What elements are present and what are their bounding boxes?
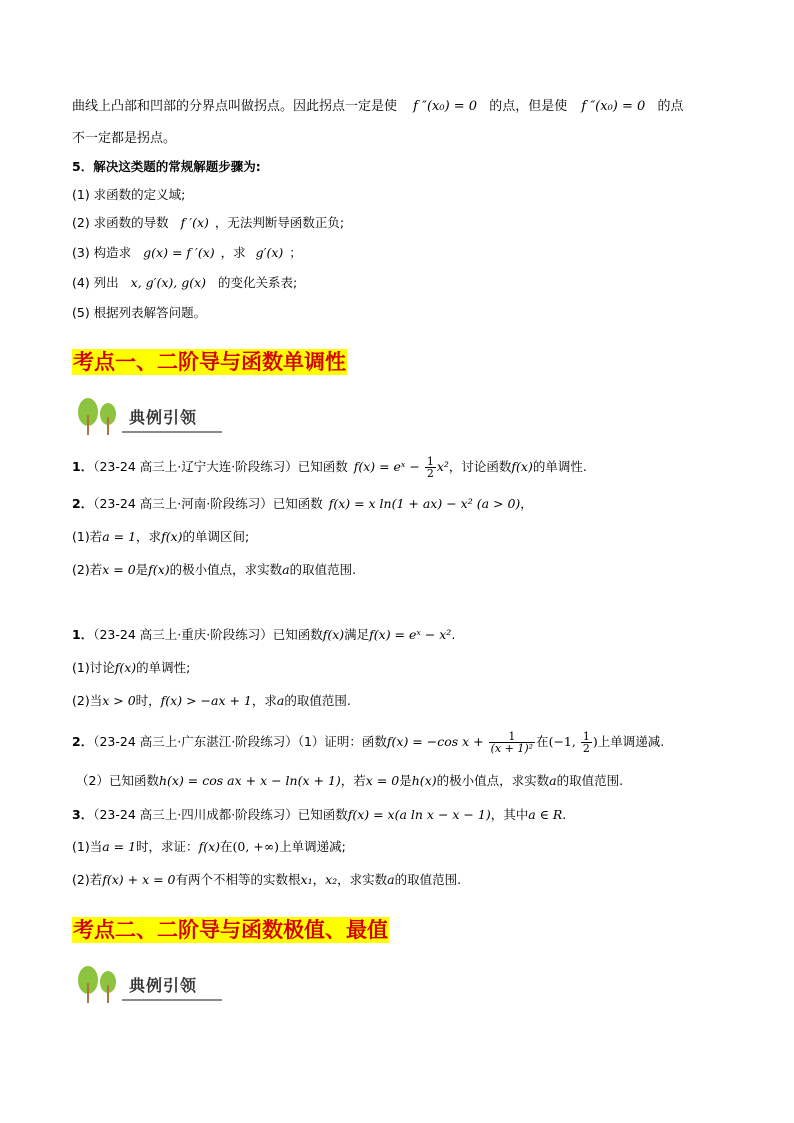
badge-label: 典例引领 (129, 976, 198, 995)
question-source: （23-24 高三上·四川成都·阶段练习）已知函数 (93, 807, 348, 822)
badge-underline (122, 431, 222, 433)
question-source: （23-24 高三上·广东湛江·阶段练习）（1）证明：函数 (93, 734, 387, 749)
fraction-reciprocal: $\frac{1}{\text{(x + 1)²}}$ (490, 730, 534, 755)
question-source: （23-24 高三上·重庆·阶段练习）已知函数 (93, 627, 323, 642)
section-heading-1: 考点一、二阶导与函数单调性 (73, 350, 346, 374)
step-3: (3) 构造求 g(x) = f ′(x) ，求 g′(x) ； (72, 245, 302, 260)
intro-line-1 (72, 98, 683, 116)
practice-2-part-2: （2）已知函数h(x) = cos ax + x − ln(x + 1)，若x = 0是h(x)的极小值点，求实数a的取值范围. (76, 773, 624, 788)
intro-text: 曲线上凸部和凹部的分界点叫做拐点。因此拐点一定是使 (72, 99, 398, 114)
tree-icon (74, 965, 126, 1005)
example-1: 1．（23-24 高三上·辽宁大连·阶段练习）已知函数 f(x) = eˣ − $\frac{1}{2}$ x²，讨论函数f(x)的单调性. (72, 455, 587, 480)
fraction-half: $\frac{1}{2}$ (426, 455, 434, 480)
badge-label: 典例引领 (129, 408, 198, 427)
second-derivative-eq: f ″(x₀) = 0 (581, 99, 646, 114)
practice-1: 1．（23-24 高三上·重庆·阶段练习）已知函数f(x)满足f(x) = eˣ − x². (72, 627, 456, 642)
example-2-part-2: (2)若x = 0是f(x)的极小值点，求实数a的取值范围. (72, 562, 357, 577)
fraction-half: $\frac{1}{2}$ (582, 730, 590, 755)
construct-eq: g(x) = f ′(x) (143, 245, 215, 260)
example-2: 2．（23-24 高三上·河南·阶段练习）已知函数 f(x) = x ln(1 + ax) − x² (a > 0)， (72, 496, 533, 511)
tree-icon (74, 397, 126, 437)
steps-heading: 5．解决这类题的常规解题步骤为: (72, 159, 261, 174)
example-badge (74, 965, 224, 1005)
practice-3-part-1: (1)当a = 1时，求证：f(x)在(0, +∞)上单调递减; (72, 839, 346, 854)
example-2-part-1: (1)若a = 1，求f(x)的单调区间; (72, 529, 250, 544)
practice-3: 3．（23-24 高三上·四川成都·阶段练习）已知函数f(x) = x(a ln x − x − 1)，其中a ∈ R. (72, 807, 567, 822)
badge-underline (122, 999, 222, 1001)
intro-text: 的点 (657, 99, 684, 114)
practice-1-part-2: (2)当x > 0时，f(x) > −ax + 1，求a的取值范围. (72, 693, 351, 708)
practice-2: 2．（23-24 高三上·广东湛江·阶段练习）（1）证明：函数f(x) = −cos x + $\frac{1}{\text{(x + 1)²}}$ 在(−1, $\frac{1}{2}$ )上单调递减. (72, 730, 665, 755)
example-badge (74, 397, 224, 437)
intro-text: 的点，但是使 (489, 99, 568, 114)
step-2: (2) 求函数的导数 f ′(x) ，无法判断导函数正负; (72, 215, 345, 230)
step-4: (4) 列出 x, g′(x), g(x) 的变化关系表; (72, 275, 298, 290)
section-heading-2: 考点二、二阶导与函数极值、最值 (73, 918, 388, 942)
practice-3-part-2: (2)若f(x) + x = 0有两个不相等的实数根x₁，x₂，求实数a的取值范围. (72, 872, 462, 887)
step-5: (5) 根据列表解答问题。 (72, 305, 207, 320)
second-derivative-eq: f ″(x₀) = 0 (413, 99, 478, 114)
construct-derivative-eq: g′(x) (255, 245, 284, 260)
step-1: (1) 求函数的定义域; (72, 187, 186, 202)
question-source: （23-24 高三上·辽宁大连·阶段练习）已知函数 (93, 459, 348, 474)
question-source: （23-24 高三上·河南·阶段练习）已知函数 (93, 496, 323, 511)
variables-eq: x, g′(x), g(x) (130, 275, 207, 290)
practice-1-part-1: (1)讨论f(x)的单调性; (72, 660, 191, 675)
derivative-eq: f ′(x) (180, 215, 209, 230)
intro-line-2: 不一定都是拐点。 (72, 131, 177, 146)
